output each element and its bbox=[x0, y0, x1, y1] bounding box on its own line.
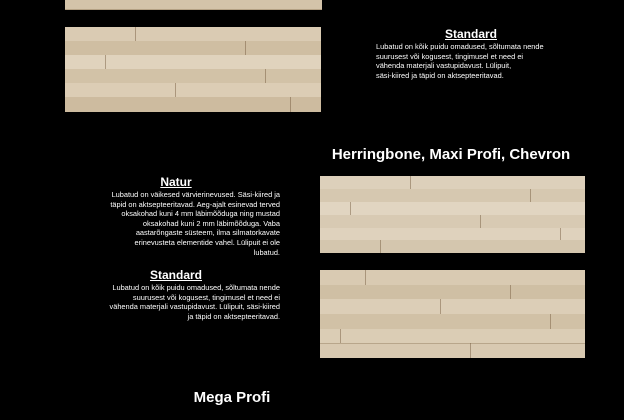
standard-grade-description bbox=[368, 42, 574, 80]
standard-grade-block-top bbox=[368, 27, 574, 80]
standard-grade-title: Standard bbox=[149, 268, 202, 282]
desc-line: erinevusteta elementide vahel. Lülipuit ei ole bbox=[134, 237, 280, 247]
desc-line: Lubatud on kõik puidu omadused, sõltumata nende bbox=[112, 283, 280, 292]
desc-line: säsi-kiired ja täpid on aktsepteeritavad. bbox=[376, 70, 504, 80]
natur-grade-description bbox=[72, 190, 280, 257]
desc-line: suurusest või kogusest, tingimusel et need ei bbox=[376, 51, 524, 61]
desc-line: vähenda materjali vastupidavust. Lülipuit, säsi-kiired bbox=[109, 302, 280, 312]
standard-grade-block-bottom bbox=[72, 268, 280, 321]
desc-line: oksakohad kuni 2 mm läbimõõduga. Vaba bbox=[142, 218, 280, 228]
natur-grade-block bbox=[72, 175, 280, 257]
section-heading-mega-profi: Mega Profi bbox=[193, 389, 271, 406]
desc-line: vähenda materjali vastupidavust. Lülipuit, bbox=[376, 61, 512, 71]
wood-sample-image-top-partial bbox=[65, 0, 322, 10]
desc-line: aastarõngaste süsteem, ilma silmatorkavate bbox=[135, 228, 280, 238]
desc-line: oksakohad kuni 4 mm läbimõõduga ning mustad bbox=[121, 209, 280, 219]
desc-line: Lubatud on väikesed värvierinevused. Säsi-kiired ja bbox=[111, 190, 280, 199]
desc-line: Lubatud on kõik puidu omadused, sõltumata nende bbox=[376, 42, 544, 51]
natur-grade-title: Natur bbox=[160, 175, 192, 189]
wood-sample-image-standard-bottom bbox=[320, 270, 585, 358]
desc-line: täpid on aktsepteeritavad. Aeg-ajalt esinevad terved bbox=[110, 199, 280, 209]
wood-sample-image-natur bbox=[320, 176, 585, 253]
standard-grade-title: Standard bbox=[444, 27, 497, 41]
desc-line: suurusest või kogusest, tingimusel et need ei bbox=[132, 292, 280, 302]
standard-grade-description bbox=[72, 283, 280, 321]
desc-line: ja täpid on aktsepteeritavad. bbox=[187, 311, 280, 321]
desc-line: lubatud. bbox=[253, 247, 280, 257]
wood-sample-image-standard-top bbox=[65, 27, 321, 112]
section-heading-herringbone: Herringbone, Maxi Profi, Chevron bbox=[331, 146, 571, 163]
